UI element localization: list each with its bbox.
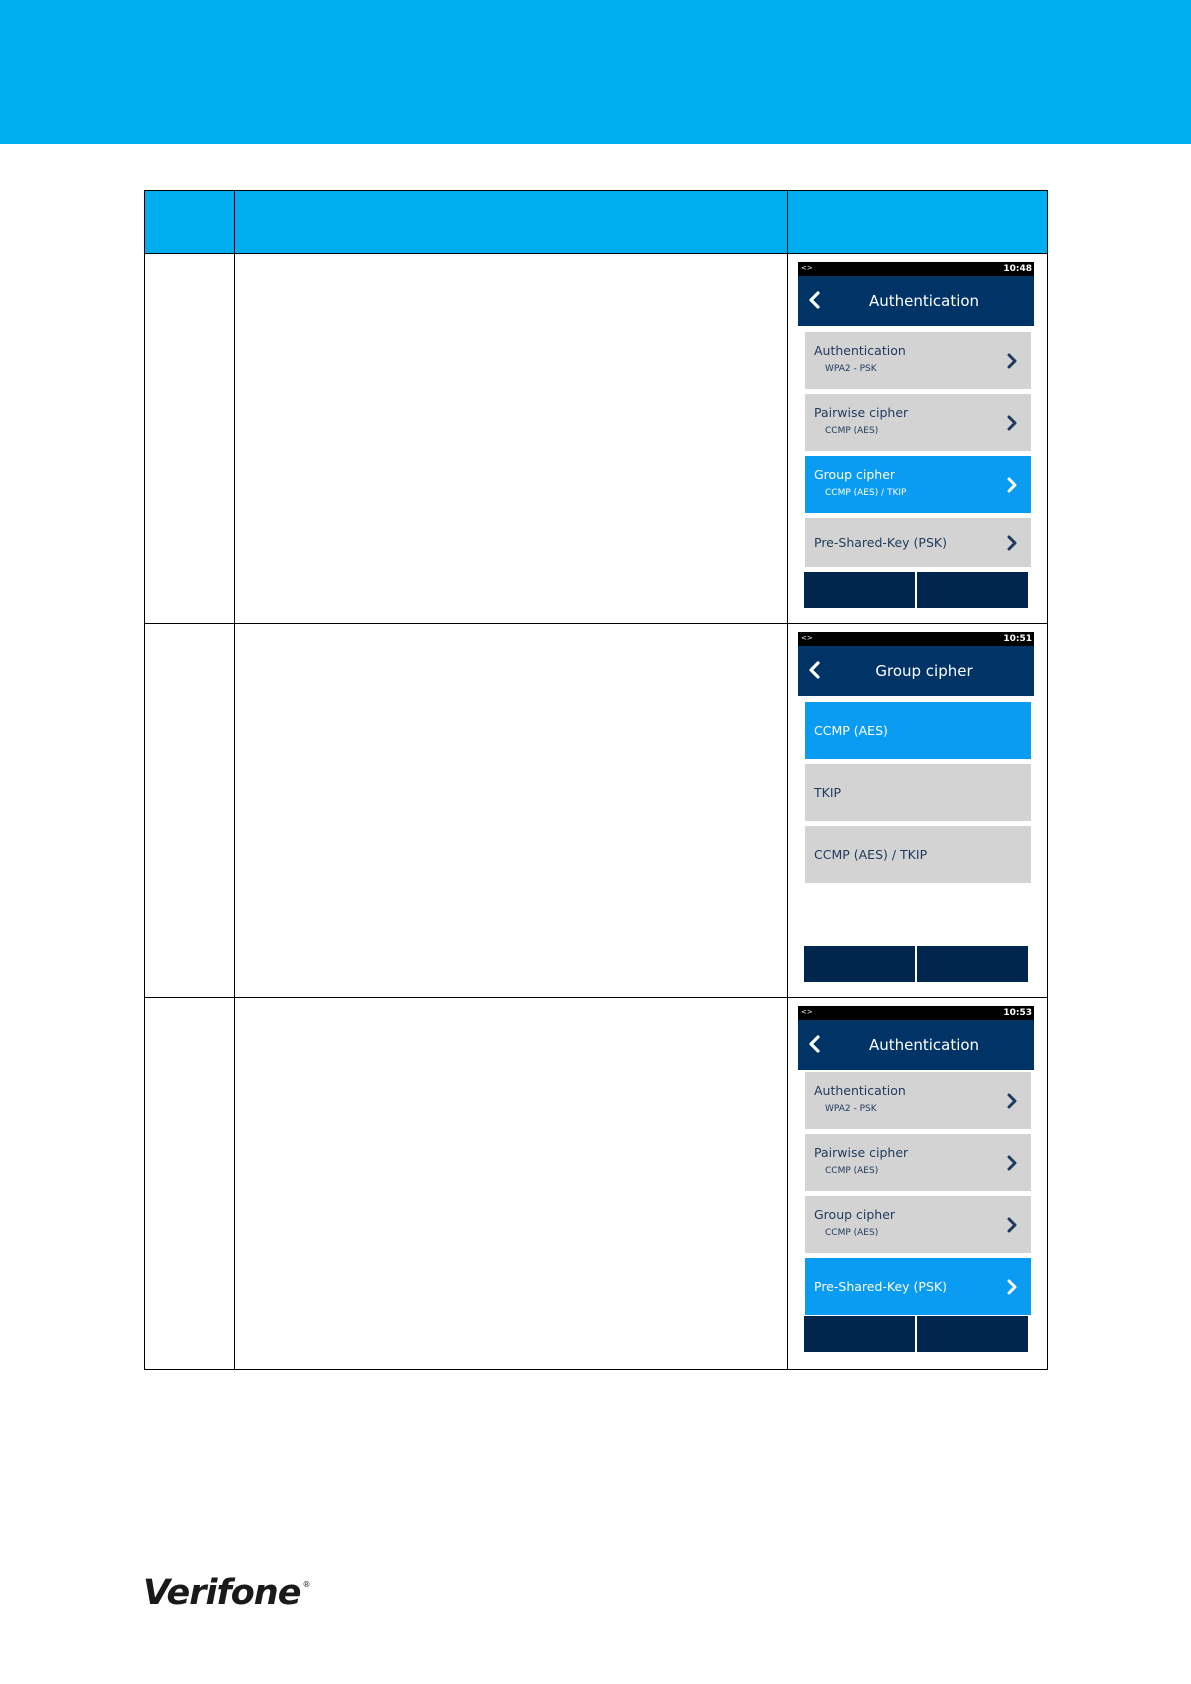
soft-key-left[interactable]: [804, 572, 915, 608]
soft-key-right[interactable]: [917, 572, 1028, 608]
menu-item-authentication[interactable]: [805, 332, 1031, 389]
chevron-left-icon[interactable]: [804, 289, 826, 311]
registered-mark: ®: [302, 1580, 311, 1589]
menu-item-pairwise-cipher[interactable]: [805, 394, 1031, 451]
terminal-screen: [798, 1006, 1034, 1358]
menu-item-value: CCMP (AES): [825, 1228, 879, 1238]
menu-item-label: Pre-Shared-Key (PSK): [814, 1279, 947, 1294]
table-row: [145, 624, 1048, 998]
option-label: CCMP (AES): [814, 723, 888, 738]
chevron-right-icon: [1005, 353, 1019, 369]
step-cell: [145, 998, 235, 1370]
menu-item-group-cipher[interactable]: [805, 1196, 1031, 1253]
menu-item-value: CCMP (AES) / TKIP: [825, 488, 907, 498]
terminal-screen: [798, 262, 1034, 612]
menu-item-label: Group cipher: [814, 467, 896, 482]
title-bar: [798, 646, 1034, 696]
option-list: [798, 696, 1034, 883]
menu-list: [798, 1070, 1034, 1315]
chevron-left-icon[interactable]: [804, 659, 826, 681]
header-band: [0, 0, 1191, 144]
clock: 10:51: [1003, 634, 1032, 644]
description-cell: [235, 624, 788, 998]
status-bar: [798, 1006, 1034, 1020]
menu-item-authentication[interactable]: [805, 1072, 1031, 1129]
menu-item-label: Authentication: [814, 343, 906, 358]
clock: 10:53: [1003, 1008, 1032, 1018]
description-cell: [235, 998, 788, 1370]
clock: 10:48: [1003, 264, 1032, 274]
signal-icon: <>: [801, 264, 813, 272]
chevron-right-icon: [1005, 1093, 1019, 1109]
chevron-right-icon: [1005, 1217, 1019, 1233]
soft-key-row: [804, 572, 1028, 608]
soft-key-right[interactable]: [917, 946, 1028, 982]
soft-key-row: [804, 946, 1028, 982]
menu-item-value: CCMP (AES): [825, 426, 879, 436]
status-bar: [798, 632, 1034, 646]
soft-key-row: [804, 1316, 1028, 1352]
table-row: [145, 998, 1048, 1370]
menu-list: [798, 326, 1034, 567]
menu-item-pre-shared-key[interactable]: [805, 1258, 1031, 1315]
menu-item-label: Pairwise cipher: [814, 405, 909, 420]
table-row: [145, 254, 1048, 624]
soft-key-left[interactable]: [804, 1316, 915, 1352]
menu-item-value: WPA2 - PSK: [825, 364, 877, 374]
screen-cell: [788, 254, 1048, 624]
menu-item-value: CCMP (AES): [825, 1166, 879, 1176]
verifone-logo: [143, 1573, 310, 1613]
chevron-right-icon: [1005, 1279, 1019, 1295]
header-cell-step: [145, 191, 235, 254]
menu-item-label: Pre-Shared-Key (PSK): [814, 535, 947, 550]
description-cell: [235, 254, 788, 624]
option-ccmp-aes[interactable]: [805, 702, 1031, 759]
header-cell-screen: [788, 191, 1048, 254]
title-bar: [798, 276, 1034, 326]
title-bar: [798, 1020, 1034, 1070]
screen-title: Authentication: [868, 292, 980, 310]
terminal-screen: [798, 632, 1034, 986]
screen-title: Authentication: [868, 1036, 980, 1054]
signal-icon: <>: [801, 1008, 813, 1016]
steps-table: [144, 190, 1048, 1370]
option-label: TKIP: [814, 785, 842, 800]
chevron-right-icon: [1005, 1155, 1019, 1171]
menu-item-pairwise-cipher[interactable]: [805, 1134, 1031, 1191]
menu-item-label: Authentication: [814, 1083, 906, 1098]
step-cell: [145, 624, 235, 998]
chevron-right-icon: [1005, 535, 1019, 551]
chevron-right-icon: [1005, 415, 1019, 431]
option-ccmp-aes-tkip[interactable]: [805, 826, 1031, 883]
screen-title: Group cipher: [875, 662, 973, 680]
chevron-right-icon: [1005, 477, 1019, 493]
logo-wordmark: Verifone: [143, 1573, 301, 1613]
menu-item-group-cipher[interactable]: [805, 456, 1031, 513]
menu-item-pre-shared-key[interactable]: [805, 518, 1031, 567]
chevron-left-icon[interactable]: [804, 1033, 826, 1055]
screen-cell: [788, 998, 1048, 1370]
option-label: CCMP (AES) / TKIP: [814, 847, 928, 862]
menu-item-label: Group cipher: [814, 1207, 896, 1222]
screen-cell: [788, 624, 1048, 998]
header-cell-action: [235, 191, 788, 254]
status-bar: [798, 262, 1034, 276]
menu-item-label: Pairwise cipher: [814, 1145, 909, 1160]
step-cell: [145, 254, 235, 624]
signal-icon: <>: [801, 634, 813, 642]
soft-key-left[interactable]: [804, 946, 915, 982]
option-tkip[interactable]: [805, 764, 1031, 821]
menu-item-value: WPA2 - PSK: [825, 1104, 877, 1114]
soft-key-right[interactable]: [917, 1316, 1028, 1352]
table-header-row: [145, 191, 1048, 254]
